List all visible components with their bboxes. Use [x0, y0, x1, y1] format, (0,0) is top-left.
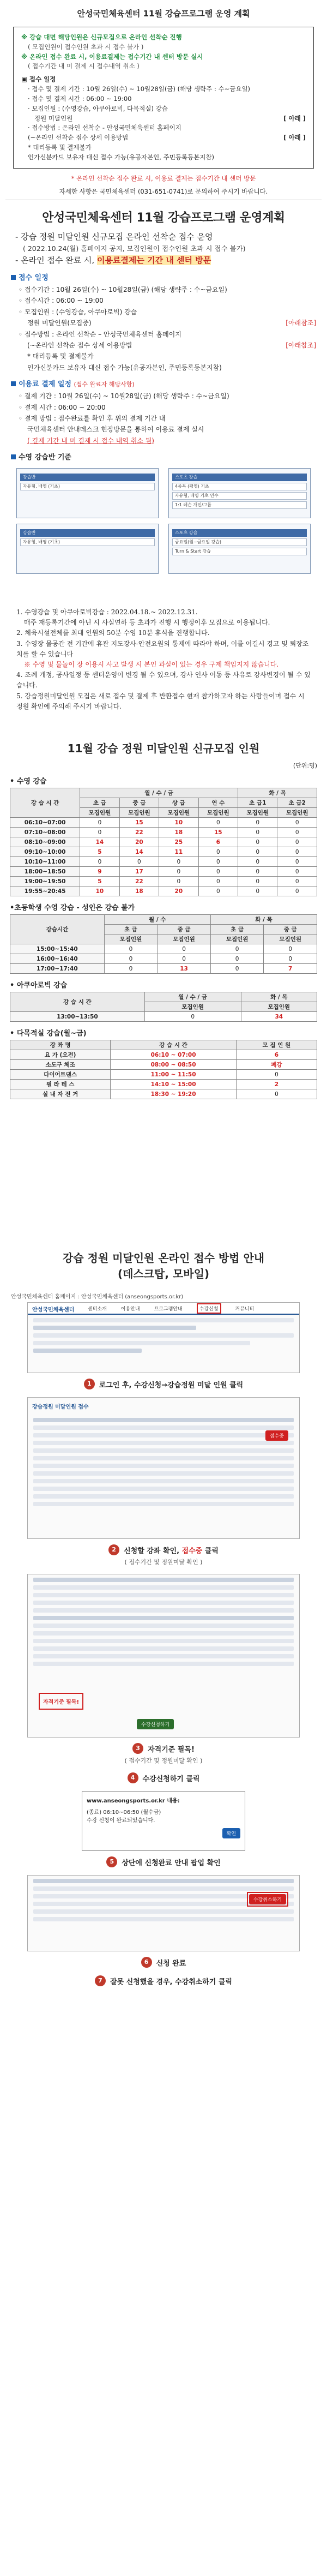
- summary-box: [13, 27, 314, 169]
- square-bullet-icon: [11, 454, 16, 459]
- step-3: 3 자격기준 필독!: [11, 1743, 316, 1754]
- table-row: [10, 857, 317, 867]
- table-row: [10, 1060, 317, 1070]
- table-row: [10, 1012, 317, 1022]
- rule-item: 4. 조례 개정, 공사일정 등 센터운영이 변경 될 수 있으며, 강사 인사 이동 등 사유로 강사변경이 될 수 있습니다.: [16, 671, 311, 690]
- step-7: 7 잘못 신청했을 경우, 수강취소하기 클릭: [11, 1975, 316, 1986]
- swim-level-images-2: [11, 524, 316, 574]
- cell-value: 11:00 ~ 11:50: [111, 1070, 237, 1080]
- cell-value: 0: [210, 954, 264, 964]
- cell-value: 14: [119, 847, 159, 857]
- table-row: [10, 828, 317, 837]
- cell-value: 22: [119, 877, 159, 886]
- nav-item[interactable]: 프로그램안내: [154, 1306, 183, 1312]
- rule-item: 3. 수영장 물공간 전 기간에 휴관 지도강사-안전요원의 통제에 따라야 하며, 이를 어길시 경고 및 퇴장조치를 할 수 있습니다: [16, 639, 309, 658]
- cell-value: 0: [238, 837, 277, 847]
- cell-value: 0: [277, 857, 317, 867]
- summary-line: · 접수 및 결제 시간 : 06:00 ~ 19:00: [28, 94, 132, 103]
- cell-value: 08:00 ~ 08:50: [111, 1060, 237, 1070]
- payment-schedule-block: 이용료 결제 일정 (접수 완료자 해당사항) ◦ 결제 기간 : 10월 26일(수) ~ 10월28일(금) (해당 생략주 : 수~금요일) ◦ 결제 시간 : 06:00 ~ 20:00 ◦ 결제 방법 : 접수완료를 확인 후 위의 결제 기간 내 국민체육센터 안내데스크 현장방문을 통하여 이용료 결제 실시 ( 결제 기간 내 미 결제 시 접수 내역 취소 됨): [11, 379, 316, 446]
- confirm-popup: www.anseongsports.or.kr 내용: (종료) 06:10~06:50 (월수금) 수강 신청이 완료되었습니다. 확인: [82, 1791, 245, 1851]
- level-table-left: 강습반 자유형, 배영 (기초): [16, 468, 159, 518]
- qualification-notice: 자격기준 필독!: [39, 1693, 83, 1710]
- nav-item[interactable]: 이용안내: [120, 1306, 140, 1312]
- table-row: [10, 867, 317, 877]
- cell-value: 17: [119, 867, 159, 877]
- screenshot-home: [27, 1302, 300, 1373]
- nav-item[interactable]: 수강신청: [197, 1303, 221, 1314]
- table-row: [10, 818, 317, 828]
- kids-table: 강습시간 월 / 수 화 / 목 초 급 중 급 초 급 중 급 모집인원 모집인원 모집인원 모집인원 15:00~15:40 0 0 0 0 16:00~16:40 0 0 0 0 17:00~17:40 0 13 0 7: [10, 914, 317, 974]
- summary-line: · 접수 및 결제 기간 : 10월 26일(수) ~ 10월28일(금) (해당 생략주 : 수~금요일): [28, 85, 251, 93]
- table-row: [10, 877, 317, 886]
- cell-value: 0: [119, 857, 159, 867]
- cell-value: 5: [80, 877, 119, 886]
- row-label: 필 라 테 스: [10, 1080, 111, 1089]
- screenshot-complete: [27, 1875, 300, 1951]
- row-label: 09:10~10:00: [10, 847, 80, 857]
- cell-value: 22: [119, 828, 159, 837]
- cell-value: 0: [104, 964, 158, 974]
- swim-level-images: [11, 468, 316, 518]
- cell-value: 0: [104, 954, 158, 964]
- cell-value: 0: [198, 857, 238, 867]
- row-label: 다이어트댄스: [10, 1070, 111, 1080]
- cell-value: 0: [277, 886, 317, 896]
- row-label: 19:00~19:50: [10, 877, 80, 886]
- cell-value: 0: [158, 954, 211, 964]
- nav-item[interactable]: 커뮤니티: [235, 1306, 255, 1312]
- cell-value: 0: [277, 847, 317, 857]
- row-label: 17:00~17:40: [10, 964, 105, 974]
- row-label: 16:00~16:40: [10, 954, 105, 964]
- cell-value: 6: [198, 837, 238, 847]
- summary-line: · 모집인원 : (수영강습, 아쿠아로빅, 다목적실) 강습: [28, 104, 168, 112]
- site-logo: 안성국민체육센터: [32, 1307, 75, 1313]
- square-bullet-icon: [11, 275, 16, 280]
- summary-line: ( 모집인원이 접수인원 초과 시 접수 불가 ): [28, 43, 144, 51]
- notice-section: [0, 203, 327, 568]
- guide-section: 강습 정원 미달인원 온라인 접수 방법 안내 (데스크탑, 모바일) 안성국민체육센터 홈페이지 : 안성국민체육센터 (anseongsports.or.kr) 안성국민체육센터 센터소개 이용안내 프로그램안내 수강신청 커뮤니티 1 로그인 후, 수강신청→강습정원 미달 인원 클릭 강습정원 미달인원 접수 접수중 2 신청할 강좌 확인, 접수중 클릭 ( 접수기간 및 정원미달 확인 ) 자격기준 필독! 수강신청하기 3 자격기준 필독! ( 접수기간 및 정원미달 확인 ) 4 수강신청하기 클릭 www.anseongsports.or.kr 내용: (종료) 06:10~06:50 (월수금) 수강 신청이 완료되었습니다. 확인 5 상단에 신청완료 안내 팝업 확인 수강취소하기 6 신청 완료 7 잘못 신청했을 경우, 수강취소하기 클릭: [0, 1245, 327, 2576]
- cell-value: 15: [119, 818, 159, 828]
- swim-table-heading: • 수영 강습: [10, 777, 47, 786]
- screenshot-detail: [27, 1574, 300, 1738]
- cell-value: 06:10 ~ 07:00: [111, 1050, 237, 1060]
- cell-value: 0: [238, 847, 277, 857]
- cell-value: 5: [80, 847, 119, 857]
- apply-button[interactable]: 수강신청하기: [137, 1719, 174, 1729]
- row-label: 요 가 (오전): [10, 1050, 111, 1060]
- cell-value: 18: [159, 828, 198, 837]
- step-1: 1 로그인 후, 수강신청→강습정원 미달 인원 클릭: [11, 1379, 316, 1389]
- cell-value: 0: [159, 877, 198, 886]
- row-label: 18:00~18:50: [10, 867, 80, 877]
- cell-value: 0: [158, 944, 211, 954]
- row-label: 19:55~20:45: [10, 886, 80, 896]
- table-row: [10, 1050, 317, 1060]
- cell-value: 0: [238, 877, 277, 886]
- cell-value: 0: [198, 847, 238, 857]
- cell-value: 0: [236, 1070, 317, 1080]
- cell-value: 0: [198, 818, 238, 828]
- cell-value: 13: [158, 964, 211, 974]
- step-4: 4 수강신청하기 클릭: [11, 1772, 316, 1783]
- row-label: 소도구 체조: [10, 1060, 111, 1070]
- table-row: [10, 944, 317, 954]
- row-label: 15:00~15:40: [10, 944, 105, 954]
- cell-value: 0: [210, 964, 264, 974]
- cell-value: 34: [241, 1012, 317, 1022]
- cell-value: 0: [210, 944, 264, 954]
- summary-section: [0, 0, 327, 196]
- cell-value: 18:30 ~ 19:20: [111, 1089, 237, 1099]
- cell-value: 0: [198, 867, 238, 877]
- table-row: [10, 847, 317, 857]
- cell-value: 10: [80, 886, 119, 896]
- guide-title: 강습 정원 미달인원 온라인 접수 방법 안내 (데스크탑, 모바일): [62, 1251, 265, 1280]
- site-link[interactable]: 안성국민체육센터 홈페이지 : 안성국민체육센터 (anseongsports.or.kr): [11, 1294, 184, 1300]
- square-bullet-icon: [11, 381, 16, 386]
- cell-value: 0: [238, 886, 277, 896]
- table-row: [10, 1089, 317, 1099]
- cell-value: 0: [277, 837, 317, 847]
- cell-value: 0: [80, 857, 119, 867]
- rules-section: [0, 603, 327, 723]
- rule-item: 매주 재등록기간에 아닌 시 사실연하 등 초과가 진행 시 행정이후 모집으로 이용됩니다.: [24, 619, 270, 627]
- cell-value: 0: [238, 857, 277, 867]
- swim-table: 강 습 시 간 월 / 수 / 금 화 / 목 초 급 중 급 상 급 연 수 초 급1 초 급2 모집인원 모집인원 모집인원 모집인원 모집인원 모집인원 06:10~07:00 0 15 10 0 0 0 07:10~08:00 0 22 18 15 0 0 08:10~09:00 14 20 25 6 0 0 09:10~10:00 5 14 11 0 0 0 10:10~11:00 0 0 0 0 0 0 18:00~18:50 9 17 0 0 0 0 19:00~19:50 5 22 0 0 0 0 19:55~20:45 10 18 20 0 0 0: [10, 788, 317, 896]
- cell-value: 0: [159, 857, 198, 867]
- cell-value: 0: [238, 828, 277, 837]
- row-label: 실 내 자 전 거: [10, 1089, 111, 1099]
- aqua-table: 강 습 시 간 월 / 수 / 금 화 / 목 모집인원 모집인원 13:00~13:50 0 34: [10, 992, 317, 1022]
- summary-contact: 자세한 사항은 국민체육센터 (031-651-0741)로 문의하여 주시기 바랍니다.: [59, 187, 268, 195]
- tables-section: [0, 736, 327, 1238]
- step-6: 6 신청 완료: [11, 1957, 316, 1968]
- cell-value: 0: [277, 877, 317, 886]
- cell-value: 14: [80, 837, 119, 847]
- cell-value: 0: [238, 867, 277, 877]
- summary-line: ※ 온라인 접수 완료 시, 이용료결제는 접수기간 내 센터 방문 실시: [21, 52, 203, 61]
- cell-value: 0: [264, 954, 317, 964]
- cell-value: 18: [119, 886, 159, 896]
- swim-level-block: 수영 강습반 기준: [11, 452, 316, 464]
- tables-title: 11월 강습 정원 미달인원 신규모집 인원: [67, 742, 260, 755]
- popup-ok-button[interactable]: 확인: [222, 1828, 240, 1838]
- cell-value: 0: [104, 944, 158, 954]
- level-table-right: 스포츠 강습 4종목 (평영) 기초 자유형, 배영 기초 연수 1:1 레슨 개인/그룹: [168, 468, 311, 518]
- summary-line: ※ 강습 대면 해당인원은 신규모집으로 온라인 선착순 진행: [21, 33, 182, 41]
- cell-value: 0: [277, 867, 317, 877]
- row-label: 13:00~13:50: [10, 1012, 145, 1022]
- row-label: 08:10~09:00: [10, 837, 80, 847]
- aqua-table-heading: • 아쿠아로빅 강습: [10, 981, 68, 990]
- register-open-button[interactable]: 접수중: [265, 1430, 288, 1441]
- cell-value: 10: [159, 818, 198, 828]
- cancel-button[interactable]: 수강취소하기: [249, 1894, 286, 1904]
- table-row: [10, 954, 317, 964]
- cell-value: 0: [80, 828, 119, 837]
- step-2: 2 신청할 강좌 확인, 접수중 클릭: [11, 1544, 316, 1555]
- step-5: 5 상단에 신청완료 안내 팝업 확인: [11, 1856, 316, 1867]
- summary-line: 인가신분카드 보유자 대신 접수 가능(유공자본인, 주민등록등본지참): [28, 153, 214, 161]
- register-schedule-block: 접수 일정 ◦ 접수기간 : 10월 26일(수) ~ 10월28일(금) (해당 생략주 : 수~금요일) ◦ 접수시간 : 06:00 ~ 19:00 ◦ 모집인원 : (수영강습, 아쿠아로빅) 강습 정원 미달인원(모집중) [아래참조] ◦ 접수방법 : 온라인 선착순 – 안성국민체육센터 홈페이지 (~온라인 선착순 접수 상세 이용방법 [아래참조] * 대리등록 및 결제불가 인가신분카드 보유자 대신 접수 가능(유공자본인, 주민등록등본지참): [11, 272, 316, 373]
- summary-line: ▣ 접수 일정: [21, 75, 56, 83]
- cell-value: 11: [159, 847, 198, 857]
- cell-value: 25: [159, 837, 198, 847]
- row-label: 07:10~08:00: [10, 828, 80, 837]
- table-row: [10, 886, 317, 896]
- cell-value: 2: [236, 1080, 317, 1089]
- row-label: 10:10~11:00: [10, 857, 80, 867]
- table-row: [10, 837, 317, 847]
- table-row: [10, 1070, 317, 1080]
- cell-value: 폐강: [236, 1060, 317, 1070]
- summary-line: 정원 미달인원 [ 아래 ]: [34, 114, 306, 122]
- cell-value: 9: [80, 867, 119, 877]
- summary-line: (~온라인 선착순 접수 상세 이용방법 [ 아래 ]: [28, 134, 306, 142]
- notice-title: 안성국민체육센터 11월 강습프로그램 운영계획: [42, 211, 285, 225]
- unit-label: (단위:명): [293, 762, 317, 769]
- cell-value: 0: [238, 818, 277, 828]
- kids-table-heading: •초등학생 수영 강습 - 성인은 강습 불가: [10, 904, 135, 912]
- summary-line: · 접수방법 : 온라인 선착순 - 안성국민체육센터 홈페이지: [28, 124, 181, 132]
- cell-value: 7: [264, 964, 317, 974]
- multi-table-heading: • 다목적실 강습(월~금): [10, 1029, 87, 1038]
- lead-line: - 온라인 접수 완료 시, 이용료결제는 기간 내 센터 방문: [15, 255, 211, 265]
- cell-value: 0: [236, 1089, 317, 1099]
- rule-item: 1. 수영강습 및 아쿠아로빅강습 : 2022.04.18.~ 2022.12.31.: [16, 608, 198, 616]
- level-table-right-2: 스포츠 강습 금요일(월~금요일 강습) Turn & Start 강습: [168, 524, 311, 574]
- cell-value: 6: [236, 1050, 317, 1060]
- cell-value: 20: [119, 837, 159, 847]
- summary-line: * 대리등록 및 결제불가: [28, 143, 92, 151]
- cell-value: 14:10 ~ 15:00: [111, 1080, 237, 1089]
- cell-value: 0: [198, 877, 238, 886]
- rule-item: 2. 체육시설전체를 최대 인원의 50분 수영 10분 휴식을 진행합니다.: [16, 629, 210, 637]
- cell-value: 0: [264, 944, 317, 954]
- cell-value: 0: [277, 828, 317, 837]
- summary-line: ( 접수기간 내 미 결제 시 접수내역 취소 ): [28, 62, 140, 70]
- nav-item[interactable]: 센터소개: [88, 1306, 107, 1312]
- cell-value: 20: [159, 886, 198, 896]
- level-table-left-2: 강습반 자유형, 배영 (기초): [16, 524, 159, 574]
- cell-value: 0: [159, 867, 198, 877]
- rule-item: ※ 수영 및 물놀이 장 이용시 사고 발생 시 본인 과실이 있는 경우 구제 책임지지 않습니다.: [24, 660, 279, 668]
- cell-value: 0: [277, 818, 317, 828]
- table-row: [10, 964, 317, 974]
- rule-item: 5. 강습정원미달인원 모집은 새로 접수 및 결제 후 반환접수 현재 참가하고자 하는 사람들이며 접수 시 정원 확인에 주의해 주시기 바랍니다.: [16, 692, 305, 710]
- multi-table: 강 좌 명 강 습 시 간 모 집 인 원 요 가 (오전) 06:10 ~ 07:00 6 소도구 체조 08:00 ~ 08:50 폐강 다이어트댄스 11:00 ~ 11:50 0 필 라 테 스 14:10 ~ 15:00 2 실 내 자 전 거 18:30 ~ 19:20 0: [10, 1040, 317, 1099]
- cell-value: 0: [80, 818, 119, 828]
- screenshot-list: 강습정원 미달인원 접수 접수중: [27, 1397, 300, 1539]
- summary-title: 안성국민체육센터 11월 강습프로그램 운영 계획: [77, 9, 250, 19]
- cell-value: 0: [198, 886, 238, 896]
- cell-value: 0: [144, 1012, 241, 1022]
- lead-sub: ( 2022.10.24(월) 홈페이지 공지, 모집인원이 접수인원 초과 시 접수 불가): [23, 244, 246, 253]
- summary-red-note: * 온라인 선착순 접수 완료 시, 이용료 결제는 접수기간 내 센터 방문: [71, 174, 256, 182]
- cell-value: 15: [198, 828, 238, 837]
- lead-line: - 강습 정원 미달인원 신규모집 온라인 선착순 접수 운영: [15, 232, 213, 242]
- notice-lead: [11, 231, 316, 267]
- row-label: 06:10~07:00: [10, 818, 80, 828]
- table-row: [10, 1080, 317, 1089]
